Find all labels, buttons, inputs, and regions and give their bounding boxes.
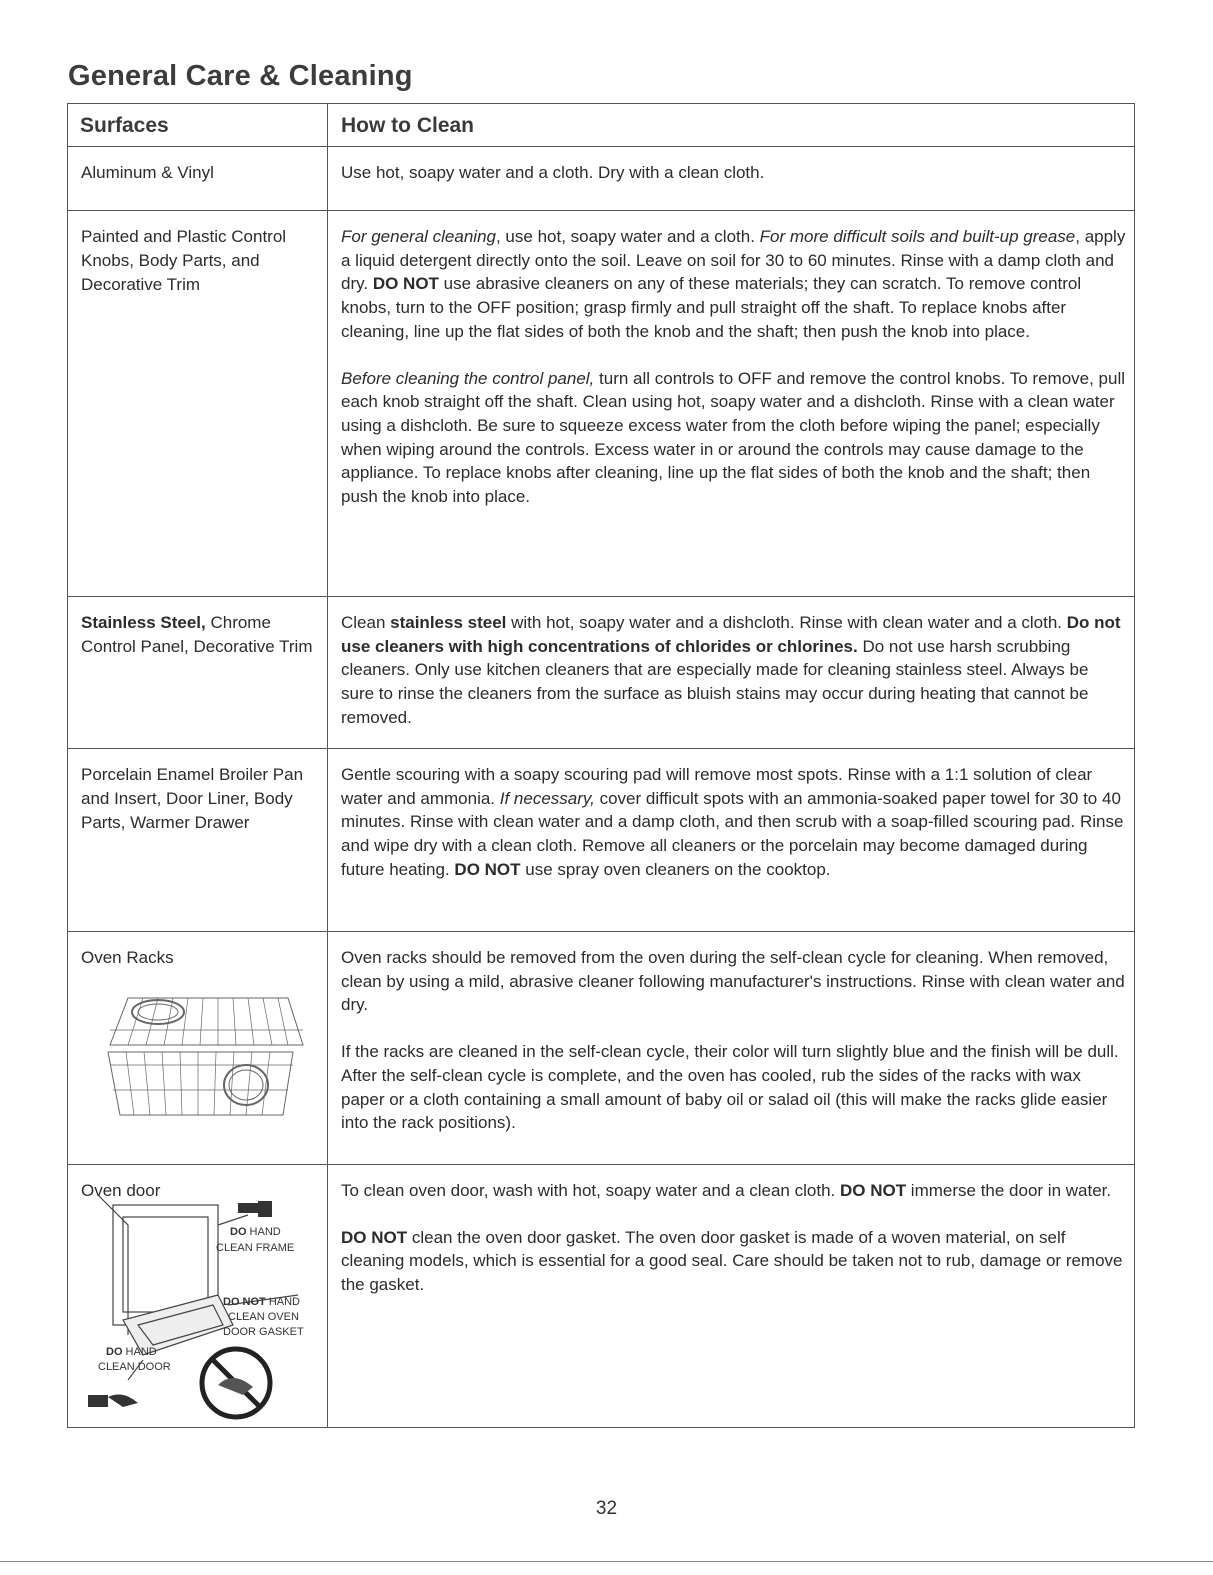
instructions [328,1165,1134,1297]
surface-cell: Aluminum & Vinyl [68,147,328,211]
text-run: , use hot, soapy water and a cloth. [495,227,760,246]
how-to-clean-cell [328,749,1135,932]
instructions [328,749,1134,882]
emphasis-italic: For general cleaning [341,227,496,246]
text-run: Clean [341,613,391,632]
instruction-paragraph [341,225,1126,344]
text-run: immerse the door in water. [906,1181,1112,1200]
text-run: If the racks are cleaned in the self-clean cycle, their color will turn slightly blue and the finish will be dull. After the self-clean cycle is complete, and the oven has cooled, rub the sides of the racks with wax paper or a cloth containing a small amount of baby oil or salad oil (this will make the racks glide easier into the rack positions). [341,1042,1119,1133]
frame-callout-line2: CLEAN FRAME [216,1242,295,1254]
frame-callout-do: DO [230,1226,247,1238]
surface-cell: Oven Racks [68,932,328,1165]
table-row [68,1165,1135,1428]
instructions [328,932,1134,1135]
text-run: with hot, soapy water and a dishcloth. Rinse with clean water and a cloth. [506,613,1067,632]
instruction-paragraph [341,1179,1126,1203]
text-run: cover difficult spots with an ammonia-soaked paper towel for 30 to 40 minutes. Rinse with clean water and a damp cloth, and then scrub with a soap-filled scouring pad. Rinse and wipe dry with a clean cloth. Remove all cleaners or the porcelain may become damaged during future heating. [341,788,1124,879]
text-run: Do not use harsh scrubbing cleaners. Only use kitchen cleaners that are especially made for cleaning stainless steel. Always be sure to rinse the cleaners from the surface as bluish stains may occur during heating that cannot be removed. [341,636,1089,727]
how-to-clean-cell [328,1165,1135,1428]
instruction-paragraph [341,161,1126,185]
svg-text:DO HAND [106,1346,157,1358]
oven-door-illustration [68,1165,326,1425]
table-row [68,147,1135,211]
instruction-paragraph [341,1226,1126,1297]
emphasis-bold: DO NOT [454,859,521,879]
instruction-paragraph [341,1040,1126,1135]
instruction-paragraph [341,611,1126,730]
page-title: General Care & Cleaning [68,60,413,92]
instruction-paragraph [341,367,1126,509]
oven-racks-illustration [98,990,308,1125]
emphasis-bold: DO NOT [372,274,439,294]
text-run: Oven racks should be removed from the oven during the self-clean cycle for cleaning. When removed, clean by using a mild, abrasive cleaner following manufacturer's instructions. Rinse with clean water and dry. [341,948,1125,1015]
gasket-callout-do-not: DO NOT [223,1296,266,1308]
gasket-callout-hand: HAND [265,1296,301,1308]
emphasis-italic: For more difficult soils and built-up grease [759,227,1076,246]
table-row [68,211,1135,597]
surface-cell: Painted and Plastic Control Knobs, Body Parts, and Decorative Trim [68,211,328,597]
emphasis-bold: DO NOT [839,1181,907,1200]
how-to-clean-cell [328,211,1135,597]
table-row [68,749,1135,932]
how-to-clean-cell [328,147,1135,211]
gasket-callout-line2: CLEAN OVEN [228,1311,299,1323]
text-run: use abrasive cleaners on any of these materials; they can scratch. To remove control knobs, turn to the OFF position; grasp firmly and pull straight off the shaft. To replace knobs after cleaning, line up the flat sides of both the knob and the shaft; then push the knob into place. [341,274,1082,341]
how-to-clean-cell [328,597,1135,749]
door-callout-hand: HAND [122,1346,157,1358]
frame-callout-hand: HAND [246,1226,281,1238]
gasket-callout-line3: DOOR GASKET [223,1326,304,1338]
emphasis-bold: DO NOT [341,1227,408,1247]
instructions [328,147,1134,185]
surface-name-bold: Stainless Steel, [81,613,206,632]
text-run: clean the oven door gasket. The oven door gasket is made of a woven material, on self cleaning models, which is essential for a good seal. Care should be taken not to rub, damage or remove the gasket. [341,1227,1123,1295]
instruction-paragraph [341,763,1126,882]
text-run: use spray oven cleaners on the cooktop. [520,859,831,879]
table-row [68,932,1135,1165]
svg-text:DO HAND [230,1226,281,1238]
text-run: To clean oven door, wash with hot, soapy water and a clean cloth. [341,1181,840,1200]
text-run: Gentle scouring with a soapy scouring pad will remove most spots. Rinse with a 1:1 solution of clear water and ammonia. [341,765,1093,808]
door-callout-line2: CLEAN DOOR [98,1361,171,1373]
surface-cell [68,1165,328,1428]
how-to-clean-cell [328,932,1135,1165]
emphasis-bold: Do not use cleaners with high concentrations of chlorides or chlorines. [341,613,1121,656]
emphasis-italic: Before cleaning the control panel, [341,368,595,388]
column-header-how-to-clean: How to Clean [328,104,1135,147]
prohibition-icon [202,1349,270,1417]
text-run: , apply a liquid detergent directly onto the soil. Leave on soil for 30 to 60 minutes. Rinse with a damp cloth and dry. [341,227,1126,294]
table-header-row [68,104,1135,147]
svg-text:DO NOT HAND [223,1296,300,1308]
instructions [328,211,1134,509]
emphasis-italic: If necessary, [499,788,595,808]
care-table [67,103,1135,1428]
bottom-rule [0,1561,1213,1562]
page-number: 32 [595,1498,618,1519]
text-run: turn all controls to OFF and remove the control knobs. To remove, pull each knob straight off the shaft. Clean using hot, soapy water and a dishcloth. Rinse with a clean water using a dishcloth. Be sure to squeeze excess water from the cloth before wiping the panel; especially when wiping around the controls. Excess water in or around the controls may cause damage to the appliance. To replace knobs after cleaning, line up the flat sides of both the knob and the shaft; then push the knob into place. [341,368,1126,507]
emphasis-bold: stainless steel [390,613,507,632]
door-callout-do: DO [106,1346,123,1358]
surface-cell: Stainless Steel, Chrome Control Panel, Decorative Trim [68,597,328,749]
table-row [68,597,1135,749]
surface-cell: Porcelain Enamel Broiler Pan and Insert, Door Liner, Body Parts, Warmer Drawer [68,749,328,932]
surface-label: Oven door [81,1181,161,1200]
instructions [328,597,1134,730]
text-run: Use hot, soapy water and a cloth. Dry with a clean cloth. [341,163,765,182]
column-header-surfaces: Surfaces [68,104,328,147]
instruction-paragraph [341,946,1126,1017]
